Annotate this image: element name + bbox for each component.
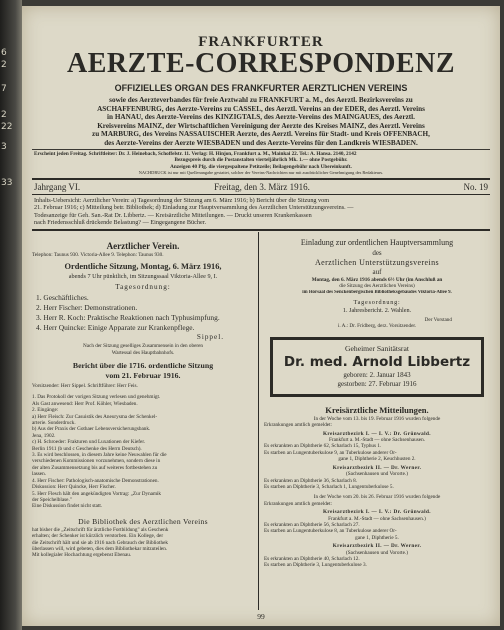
report-line: Als Gast anwesend: Herr Prof. Köhler, Wiesbaden. (32, 400, 138, 407)
meeting-info: im Hörsaal des Senckenbergischen Bibliotheksgebäudes Viktoria-Allee 9. (302, 289, 452, 295)
agenda-item: 4. Herr Quincke: Einige Apparate zur Krankenpflege. (36, 322, 195, 332)
association-line: zu MARBURG, des Vereins NASSAUISCHER Aerzte, des Aerztl. Vereins für Stadt- und Kreis OFFENBACH, (92, 130, 430, 139)
report-line: Erkrankungen amtlich gemeldet: (264, 500, 332, 507)
district-heading: Kreisarztbezirk I. — I. V.: Dr. Grünwald. (323, 509, 431, 516)
report-line: gane 1, Diphtherie 5. (355, 534, 399, 541)
agenda-heading: Tagesordnung: (115, 282, 171, 291)
report-line: arterie. Sonderdruck. (32, 420, 76, 427)
gutter-number: 22 (1, 122, 13, 132)
issue-date: Freitag, den 3. März 1916. (214, 182, 310, 192)
association-line: sowie des Aerzteverbandes für freie Arztwahl zu FRANKFURT a. M., des Aerztl. Bezirksvereins zu (109, 96, 413, 104)
agenda-item: 2. Herr Fischer: Demonstrationen. (36, 303, 138, 313)
imprint-line: Bezugspreis durch die Postanstalten vierteljährlich Mk. 1.— ohne Postgebühr. (174, 157, 348, 164)
report-line: 1. Das Protokoll der vorigen Sitzung verlesen und genehmigt. (32, 394, 161, 401)
library-line: hat bisher die „Zeitschrift für ärztliche Fortbildung" als Geschenk (32, 526, 169, 533)
divider (32, 229, 490, 231)
agenda-item: 1. Geschäftliches. (36, 293, 89, 303)
masthead-subtitle: OFFIZIELLES ORGAN DES FRANKFURTER AERZTLICHEN VEREINS (114, 83, 408, 93)
section-heading: Aerztlicher Verein. (106, 241, 180, 251)
volume: Jahrgang VI. (34, 182, 81, 192)
gutter-number: 7 (1, 84, 7, 94)
report-line: In der Woche vom 20. bis 26. Februar 1916 wurden folgende (313, 494, 441, 501)
divider (32, 178, 490, 180)
note-line: Wartessal des Hauptbahnhofs. (111, 349, 175, 356)
right-column (264, 238, 490, 569)
invitation-line: Einladung zur ordentlichen Hauptversammlung (300, 238, 454, 247)
obituary-name: Dr. med. Arnold Libbertz (283, 353, 471, 370)
report-line: 3. Es wird beschlossen, in diesem Jahre keine Neuwahlen für die (32, 452, 167, 459)
report-line: 4. Herr Fischer: Pathologisch-anatomische Demonstrationen. (32, 477, 159, 484)
divider (32, 149, 490, 150)
contents-line: nach Friedensschluß drückende Belastung? — Eingegangene Bücher. (34, 219, 206, 227)
report-line: gane 1, Diphtherie 2, Keuchhusten 2. (338, 456, 416, 463)
report-line: Es starben an Lungentuberkulose 9, an Tuberkulose anderer Or- (264, 449, 397, 456)
district-heading: Kreisarztbezirk II. — Dr. Werner. (332, 543, 422, 550)
association-line: in HANAU, des Aerzte-Vereins des KINZIGTALS, des Aerzte-Vereins des MAINGAUES, des Aerztl. (107, 113, 415, 122)
obituary-died: gestorben: 27. Februar 1916 (337, 379, 417, 388)
meeting-time: abends 7 Uhr pünktlich, im Sitzungssaal Viktoria-Allee 9, I. (68, 273, 218, 281)
imprint-line: NACHDRUCK ist nur mit Quellenangabe gestattet, solcher der Vereins-Nachrichten nur mit ausdrücklicher Genehmigung des Redakteurs. (138, 170, 384, 176)
invitation-line: Aerztlichen Unterstützungsvereins (314, 257, 440, 267)
report-line: Es erkrankten an Diphtherie 40, Scharlach 12. (264, 555, 360, 562)
report-line: b) Aus der Praxis der Gothaer Lebensversicherungsbank. (32, 426, 151, 433)
report-line: 2. Eingänge: (32, 407, 59, 414)
association-line: Kreisvereins MAINZ, der Wirtschaftlichen Vereinigung der Aerzte des Kreises MAINZ, des Aerztl. Vereins (97, 121, 425, 130)
imprint-line: Erscheint jeden Freitag. Schriftleiter: Dr. J. Heinebach, Schoffelstr. 11. Verlag: H. Hinjon, Frankfurt a. M., Mainkai 22. Tel.: A. Hansa. 2140, 2142 (34, 151, 357, 157)
report-line: Eine Diskussion findet nicht statt. (32, 503, 103, 510)
library-line: erhalten; der Schenker ist kürzlich verstorben. Ein Kollege, der (32, 533, 164, 540)
report-line: Jena, 1902. (32, 432, 56, 439)
association-line: des Aerzte-Vereins der Aerzte WIESBADEN und des Aerzte-Vereins für den Landkreis WIESBADEN. (104, 138, 418, 147)
library-line: die Zeitschrift hält und sie ab 1916 nach Gebrauch der Bibliothek (32, 539, 168, 546)
report-line: (Sachsenhausen und Vororte.) (346, 471, 408, 478)
report-line: lassen. (32, 471, 46, 478)
library-heading: Die Bibliothek des Aerztlichen Vereins (78, 516, 208, 526)
contents-line: 21. Februar 1916; c) Mitteilung betr. Bibliothek; d) Einladung zur Hauptversammlung des Aerztlichen Unterstützungsvereins. — (34, 204, 354, 212)
report-line: Frankfurt a. M.-Stadt — ohne Sachsenhausen.) (328, 515, 426, 522)
report-line: (Sachsenhausen und Vororte.) (346, 549, 408, 556)
association-line: ASCHAFFENBURG, des Aerzte-Vereins zu CASSEL, des Aerztl. Vereins an der EDER, des Aerztl. Vereins (97, 104, 425, 113)
report-line: Es erkrankten an Diphtherie 62, Scharlach 15, Typhus 1. (264, 443, 382, 450)
report-line: Erkrankungen amtlich gemeldet: (264, 422, 332, 429)
signature: Sippel. (196, 332, 224, 341)
meeting-info: Montag, den 6. März 1916 abends 6½ Uhr (im Anschluß an (311, 277, 443, 283)
association-list (36, 96, 486, 148)
imprint (34, 151, 488, 177)
report-line: Frankfurt a. M.-Stadt — ohne Sachsenhausen. (329, 437, 425, 444)
board-signature: i. A.: Dr. Fridberg, derz. Vorsitzender. (337, 323, 417, 330)
issue-number: No. 19 (463, 182, 488, 192)
section-heading: Kreisärztliche Mitteilungen. (325, 404, 429, 415)
district-heading: Kreisarztbezirk I. — I. V.: Dr. Grünwald. (323, 430, 431, 437)
meeting-info: die Sitzung des Aerztlichen Vereins) (339, 283, 415, 290)
obituary-rank: Geheimer Sanitätsrat (345, 343, 409, 353)
district-heading: Kreisarztbezirk II. — Dr. Werner. (332, 464, 422, 471)
meeting-heading: Ordentliche Sitzung, Montag, 6. März 1916, (64, 262, 222, 272)
invitation-line: auf (372, 268, 382, 276)
gutter-number: 3 (1, 142, 7, 152)
report-line: Es erkrankten an Diphtherie 36, Scharlach 8. (264, 477, 358, 484)
imprint-line: Anzeigen 40 Pfg. die viergespaltene Petitzeile; Beilagengebühr nach Übereinkunft. (170, 163, 352, 170)
newspaper-page (22, 6, 500, 626)
contents-line: Inhalts-Uebersicht: Aerztlicher Verein: a) Tagesordnung der Sitzung am 6. März 1916; b) Bericht über die Sitzung vom (34, 197, 330, 204)
report-line: der alten Zusammensetzung bis auf weiteres fortbestehen zu (32, 464, 158, 471)
report-line: In der Woche vom 13. bis 19. Februar 1916 wurden folgende (313, 415, 441, 422)
agenda-items: 1. Jahresbericht. 2. Wahlen. (342, 306, 412, 314)
report-line: a) Herr Fleisch: Zur Casuistik des Aneurysma der Schenkel- (32, 413, 158, 420)
report-line: Es starben an Lungentuberkulose 8, an Tuberkulose anderer Or- (264, 528, 397, 535)
contents-line: Todesanzeige für Geh. San.-Rat Dr. Libbertz. — Kreisärztliche Mitteilungen. — Druckt unseren Krankenkassen (34, 211, 312, 219)
report-line: Berlin 1911 (b und c Geschenke des Herrn Deutsch). (32, 445, 142, 452)
report-line: Diskussion: Herr Quincke, Herr Fischer. (32, 484, 116, 491)
report-line: 5. Herr Flesch hält den angekündigten Vortrag: „Zur Dynamik (32, 490, 162, 497)
masthead-title: AERZTE-CORRESPONDENZ (66, 48, 456, 79)
report-line: der Speichelblase." (32, 496, 72, 503)
report-line: Es erkrankten an Diphtherie 56, Scharlach 27. (264, 521, 360, 528)
telephone-line: Telephon: Taunus 930. Victoria-Allee 9. Telephon: Taunus 930. (32, 252, 164, 258)
binding-gutter (0, 0, 22, 630)
column-separator (258, 232, 259, 610)
contents-overview (34, 197, 488, 227)
report-line: Es starben an Diphtherie 3, Lungentuberkulose 3. (264, 562, 367, 569)
gutter-number: 2 (1, 60, 7, 70)
report-line: Es starben an Diphtherie 3, Scharlach 1, Lungentuberkulose 5. (264, 483, 394, 490)
note-line: Nach der Sitzung geselliges Zusammensein in den oberen (83, 343, 203, 350)
agenda-item: 3. Herr R. Koch: Praktische Reaktionen nach Typhusimpfung. (36, 313, 220, 322)
library-line: überlassen will, wird gebeten, dies dem Bibliothekar mitzuteilen. (32, 545, 168, 552)
report-heading: Bericht über die 1716. ordentliche Sitzung (72, 361, 214, 370)
obituary-born: geboren: 2. Januar 1843 (343, 370, 411, 379)
divider (32, 194, 490, 195)
report-line: c) H. Schroeder: Frakturen und Luxationen der Kiefer. (32, 439, 146, 446)
health-reports (264, 416, 490, 569)
gutter-number: 6 (1, 48, 7, 58)
library-line: Mit kollegialer Hochachtung ergebenst Ebenau. (32, 552, 132, 559)
agenda-heading: Tagesordnung: (353, 299, 401, 307)
report-heading: vom 21. Februar 1916. (105, 371, 181, 380)
chairman-line: Vorsitzender: Herr Sippel. Schriftführer: Herr Feis. (32, 383, 138, 389)
left-column (32, 240, 254, 559)
obituary-box (270, 337, 484, 397)
masthead-city: FRANKFURTER (198, 34, 324, 50)
report-line: verschiedenen Kommissionen vorzunehmen, sondern diese in (32, 458, 161, 465)
invitation-line: des (372, 248, 382, 257)
board-line: Der Vorstand (424, 317, 452, 324)
gutter-number: 33 (1, 178, 13, 188)
gutter-number: 2 (1, 110, 7, 120)
page-number: 99 (257, 612, 265, 621)
report-points (32, 394, 254, 509)
